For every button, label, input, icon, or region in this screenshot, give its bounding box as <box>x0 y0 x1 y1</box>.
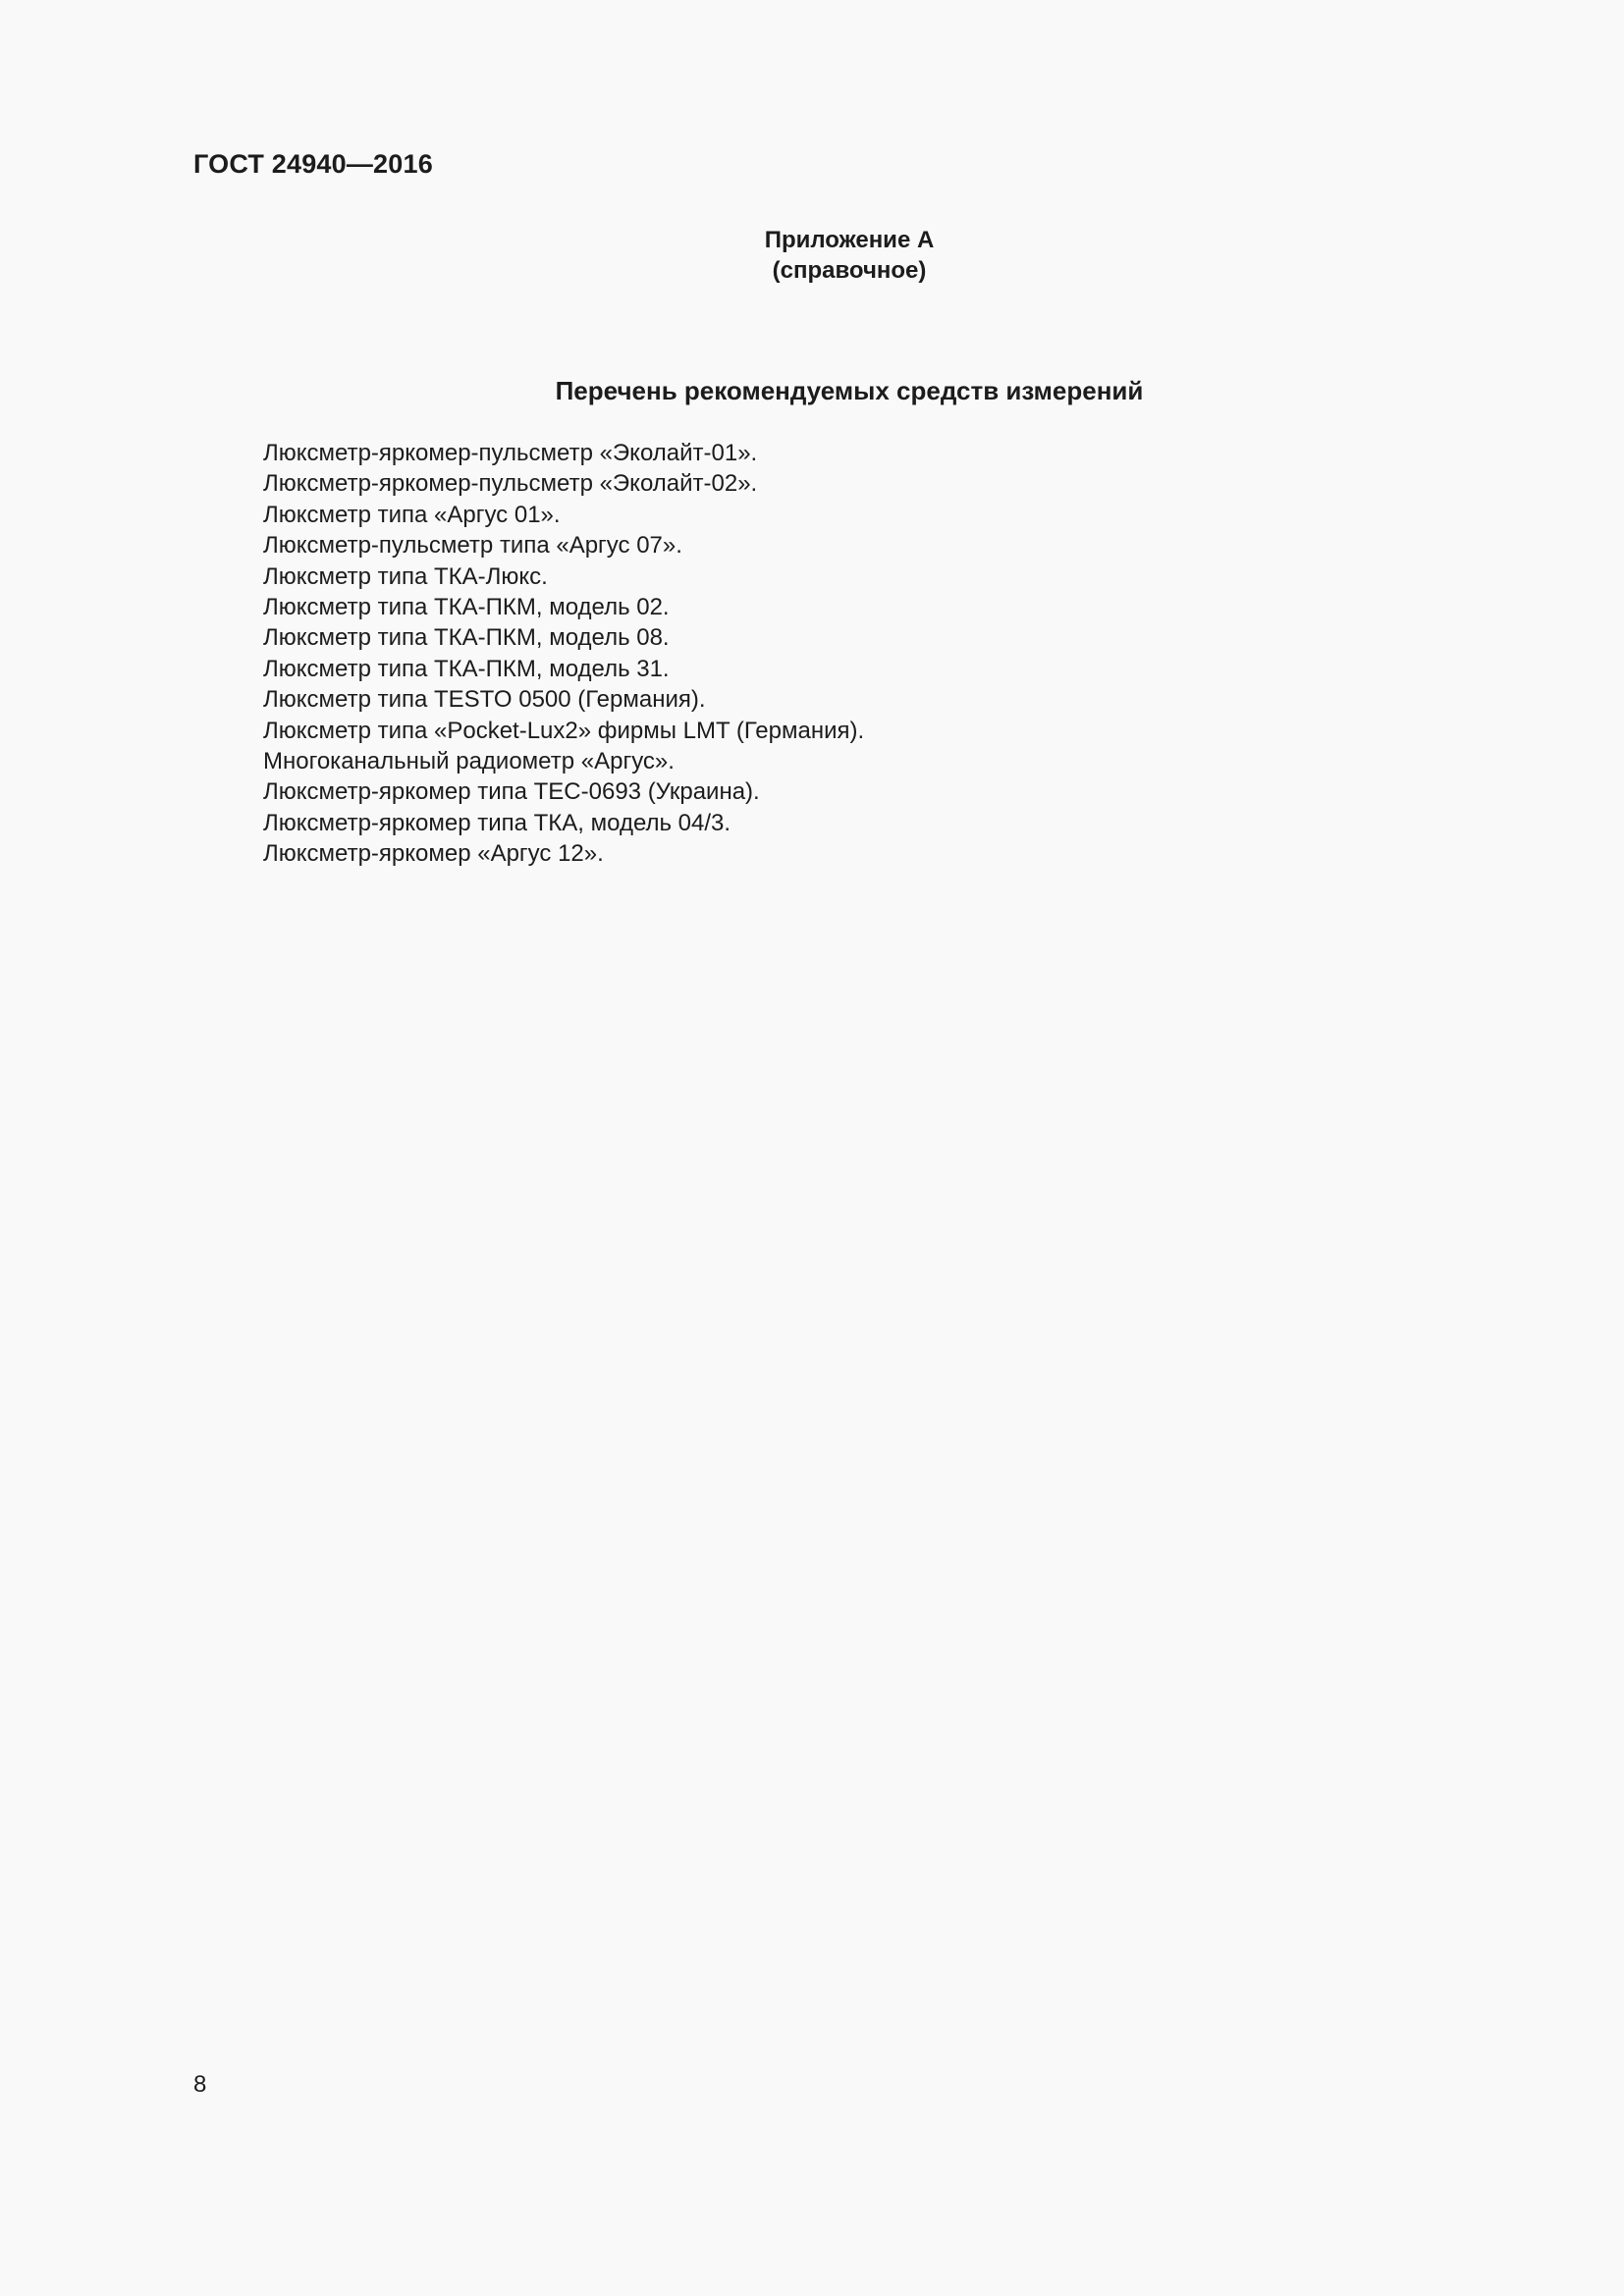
instrument-list-item: Люксметр типа «Аргус 01». <box>263 501 561 528</box>
instrument-list-item: Люксметр типа ТКА-ПКМ, модель 31. <box>263 655 670 682</box>
section-title: Перечень рекомендуемых средств измерений <box>555 376 1144 405</box>
instrument-list-item: Люксметр-яркомер типа ТКА, модель 04/3. <box>263 809 731 836</box>
instrument-list-item: Люксметр-пульсметр типа «Аргус 07». <box>263 532 682 560</box>
instrument-list-item: Люксметр-яркомер типа ТЕС-0693 (Украина). <box>263 778 760 806</box>
appendix-type: (справочное) <box>772 257 927 284</box>
instrument-list-item: Люксметр-яркомер-пульсметр «Эколайт-02». <box>263 470 758 498</box>
instrument-list-item: Люксметр типа «Pocket-Lux2» фирмы LMT (Германия). <box>263 717 865 744</box>
instrument-list-item: Многоканальный радиометр «Аргус». <box>263 748 675 775</box>
instrument-list-item: Люксметр-яркомер «Аргус 12». <box>263 840 604 868</box>
instrument-list-item: Люксметр типа ТКА-ПКМ, модель 08. <box>263 624 670 652</box>
document-code: ГОСТ 24940—2016 <box>193 149 433 179</box>
instrument-list <box>263 438 864 870</box>
appendix-title: Приложение А <box>764 227 935 253</box>
instrument-list-item: Люксметр-яркомер-пульсметр «Эколайт-01». <box>263 440 758 466</box>
instrument-list-item: Люксметр типа ТКА-ПКМ, модель 02. <box>263 594 670 621</box>
page-number: 8 <box>193 2071 207 2098</box>
instrument-list-item: Люксметр типа ТКА-Люкс. <box>263 562 548 590</box>
instrument-list-item: Люксметр типа TESTO 0500 (Германия). <box>263 686 706 714</box>
